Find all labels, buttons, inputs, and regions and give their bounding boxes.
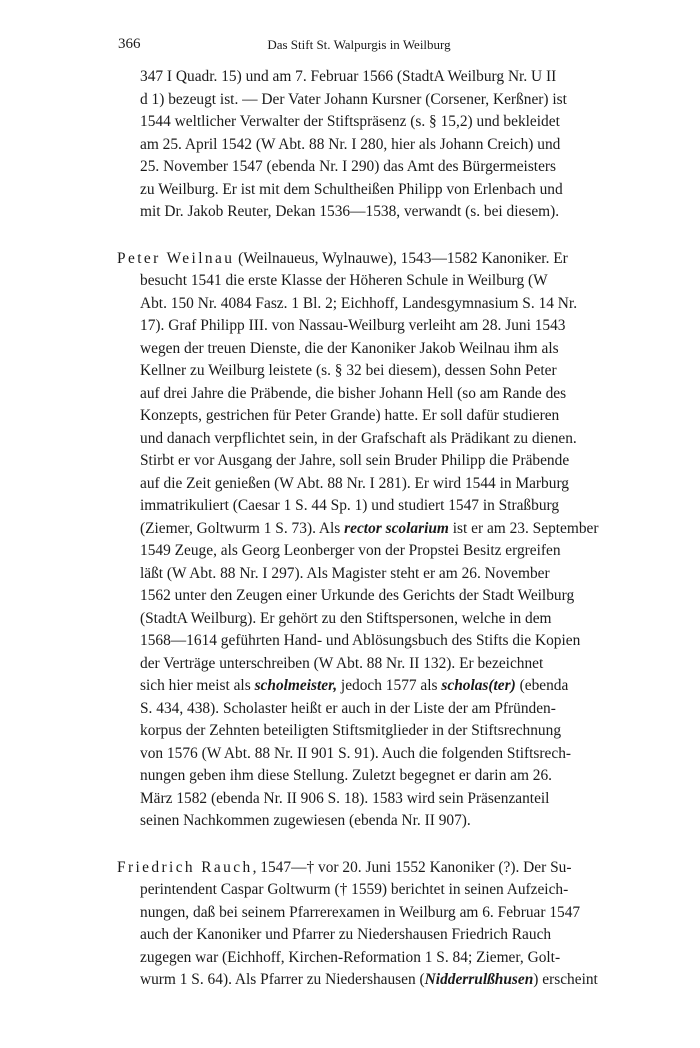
text-run: 347 I Quadr. 15) und am 7. Februar 1566 (StadtA Weilburg Nr. U II [140,68,557,85]
text-line [140,270,651,293]
text-line [140,765,651,788]
text-line [140,201,651,224]
paragraph [140,66,651,224]
text-run: (Weilnaueus, Wylnauwe), 1543—1582 Kanoniker. Er [234,249,568,267]
text-run: am 25. April 1542 (W Abt. 88 Nr. I 280, hier als Johann Creich) und [140,135,561,153]
text-line [140,450,651,473]
text-line [140,902,651,925]
text-run: (Ziemer, Goltwurm 1 S. 73). Als [140,519,345,537]
italic-term: rector scolarium [344,519,449,537]
text-run: sich hier meist als [140,677,255,694]
text-line [140,428,651,451]
text-line [140,608,651,631]
text-line [140,720,651,743]
text-run: nungen geben ihm diese Stellung. Zuletzt begegnet er darin am 26. [140,767,553,784]
text-run: (ebenda [515,677,569,694]
text-line [140,924,651,947]
text-run: immatrikuliert (Caesar 1 S. 44 Sp. 1) und studiert 1547 in Straßburg [140,497,560,514]
text-run: Abt. 150 Nr. 4084 Fasz. 1 Bl. 2; Eichhoff, Landesgymnasium S. 14 Nr. [140,294,578,312]
text-line [140,563,651,586]
text-run: besucht 1541 die erste Klasse der Höheren Schule in Weilburg (W [140,272,548,289]
entry-name: Friedrich Rauch [117,858,253,876]
text-run: nungen, daß bei seinem Pfarrerexamen in Weilburg am 6. Februar 1547 [140,903,581,921]
text-line [140,879,651,902]
italic-term: scholmeister, [254,677,338,694]
text-line [117,857,651,880]
text-run: , 1547—† vor 20. Juni 1552 Kanoniker (?). Der Su- [252,858,572,876]
text-line [140,969,651,992]
text-run: 17). Graf Philipp III. von Nassau-Weilburg verleiht am 28. Juni 1543 [140,317,566,334]
text-line [140,405,651,428]
text-run: wurm 1 S. 64). Als Pfarrer zu Niedershausen ( [140,971,425,988]
text-line [140,383,651,406]
text-run: 1549 Zeuge, als Georg Leonberger von der Propstei Besitz ergreifen [140,542,561,559]
text-run: der Verträge unterschreiben (W Abt. 88 Nr. II 132). Er bezeichnet [140,654,544,672]
running-title: Das Stift St. Walpurgis in Weilburg [267,37,451,52]
text-run: März 1582 (ebenda Nr. II 906 S. 18). 1583 wird sein Präsenzanteil [140,789,550,807]
text-line [140,540,651,563]
text-line [140,89,651,112]
text-run: seinen Nachkommen zugewiesen (ebenda Nr. II 907). [140,812,471,829]
paragraph-gap [140,833,651,857]
text-line [140,360,651,383]
text-run: perintendent Caspar Goltwurm († 1559) berichtet in seinen Aufzeich- [140,881,569,898]
text-line [140,585,651,608]
text-run: Konzepts, gestrichen für Peter Grande) hatte. Er soll dafür studieren [140,407,560,424]
text-run: 1562 unter den Zeugen einer Urkunde des Gerichts der Stadt Weilburg [140,587,575,604]
paragraph [117,248,651,833]
page-header [118,36,600,58]
text-line [140,473,651,496]
text-run: ist er am 23. September [448,519,599,537]
text-run: jedoch 1577 als [337,677,442,694]
text-line [117,248,651,271]
text-run: auch der Kanoniker und Pfarrer zu Niedershausen Friedrich Rauch [140,926,552,943]
text-line [140,315,651,338]
text-line [140,134,651,157]
text-line [140,675,651,698]
text-run: S. 434, 438). Scholaster heißt er auch in der Liste der am Pfründen- [140,699,556,717]
text-line [140,293,651,316]
paragraph-gap [140,224,651,248]
text-line [140,338,651,361]
text-run: 1568—1614 geführten Hand- und Ablösungsbuch des Stifts die Kopien [140,632,581,649]
text-run: (StadtA Weilburg). Er gehört zu den Stiftspersonen, welche in dem [140,609,552,627]
text-line [140,653,651,676]
text-line [140,743,651,766]
text-line [140,788,651,811]
text-run: 25. November 1547 (ebenda Nr. I 290) das Amt des Bürgermeisters [140,158,557,175]
text-run: und danach verpflichtet sein, in der Grafschaft als Prädikant zu dienen. [140,429,577,447]
italic-term: scholas(ter) [441,677,516,694]
text-line [140,156,651,179]
text-line [140,179,651,202]
text-run: zugegen war (Eichhoff, Kirchen-Reformation 1 S. 84; Ziemer, Golt- [140,948,561,966]
text-run: korpus der Zehnten beteiligten Stiftsmitglieder in der Stiftsrechnung [140,722,562,739]
text-line [140,947,651,970]
text-line [140,66,651,89]
entry-name: Peter Weilnau [117,249,235,267]
body-text [117,66,651,992]
text-run: läßt (W Abt. 88 Nr. I 297). Als Magister steht er am 26. November [140,564,550,582]
text-line [140,495,651,518]
text-run: ) erscheint [533,971,598,988]
paragraph [117,857,651,992]
text-run: Stirbt er vor Ausgang der Jahre, soll sein Bruder Philipp die Präbende [140,452,570,469]
text-run: Kellner zu Weilburg leistete (s. § 32 bei diesem), dessen Sohn Peter [140,362,557,379]
text-line [140,518,651,541]
italic-term: Nidderrulßhusen [424,971,534,988]
text-line [140,111,651,134]
text-run: 1544 weltlicher Verwalter der Stiftspräsenz (s. § 15,2) und bekleidet [140,113,560,130]
page-number: 366 [118,36,141,52]
text-run: auf drei Jahre die Präbende, die bisher Johann Hell (so am Rande des [140,384,567,402]
text-run: zu Weilburg. Er ist mit dem Schultheißen Philipp von Erlenbach und [140,180,563,198]
text-line [140,698,651,721]
text-line [140,630,651,653]
text-line [140,810,651,833]
text-run: mit Dr. Jakob Reuter, Dekan 1536—1538, verwandt (s. bei diesem). [140,203,560,220]
text-run: wegen der treuen Dienste, die der Kanoniker Jakob Weilnau ihm als [140,339,559,357]
text-run: von 1576 (W Abt. 88 Nr. II 901 S. 91). Auch die folgenden Stiftsrech- [140,744,572,762]
text-run: d 1) bezeugt ist. — Der Vater Johann Kursner (Corsener, Kerßner) ist [140,90,567,108]
text-run: auf die Zeit genießen (W Abt. 88 Nr. I 281). Er wird 1544 in Marburg [140,474,569,492]
